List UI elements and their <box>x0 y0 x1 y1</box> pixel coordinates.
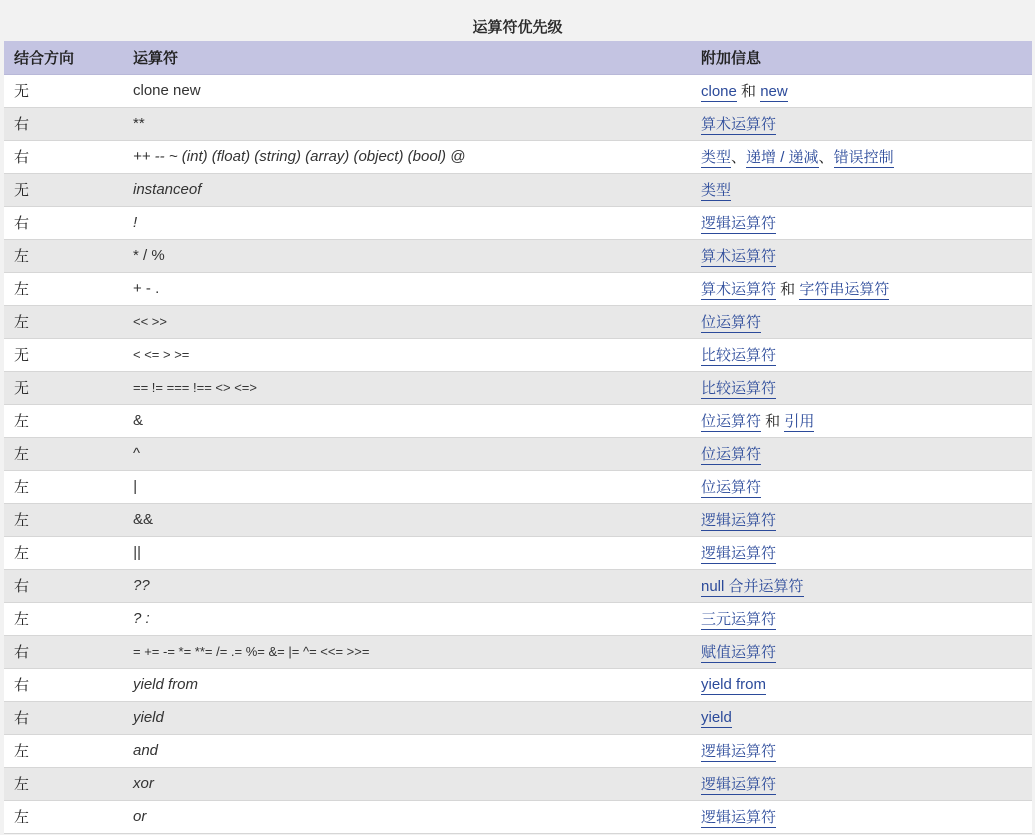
info-link[interactable]: yield <box>701 709 732 726</box>
info-cell <box>691 503 1032 536</box>
info-cell <box>691 800 1032 833</box>
info-link[interactable]: 类型 <box>701 182 732 199</box>
info-link[interactable]: 比较运算符 <box>701 347 777 364</box>
info-cell <box>691 206 1032 239</box>
table-header-row <box>4 41 1032 74</box>
table-row <box>4 635 1032 668</box>
info-cell <box>691 569 1032 602</box>
header-assoc: 结合方向 <box>4 41 123 74</box>
info-cell <box>691 173 1032 206</box>
table-row <box>4 404 1032 437</box>
assoc-cell: 右 <box>14 578 30 595</box>
assoc-cell: 无 <box>14 182 30 199</box>
info-cell <box>691 272 1032 305</box>
table-row <box>4 338 1032 371</box>
operator-cell: || <box>133 544 141 561</box>
info-link[interactable]: 算术运算符 <box>701 281 777 298</box>
operator-cell: clone new <box>133 82 201 99</box>
assoc-cell: 左 <box>14 809 30 826</box>
info-link[interactable]: yield from <box>701 676 767 693</box>
info-cell <box>691 536 1032 569</box>
info-cell <box>691 602 1032 635</box>
assoc-cell: 右 <box>14 215 30 232</box>
info-link[interactable]: null 合并运算符 <box>701 578 804 595</box>
assoc-cell: 左 <box>14 611 30 628</box>
table-caption: 运算符优先级 <box>472 19 563 36</box>
info-cell <box>691 470 1032 503</box>
operator-cell: < <= > >= <box>133 347 190 362</box>
operator-cell: ! <box>133 214 138 231</box>
info-cell <box>691 338 1032 371</box>
info-link[interactable]: 位运算符 <box>701 479 762 496</box>
info-link[interactable]: 字符串运算符 <box>799 281 890 298</box>
info-link[interactable]: clone <box>701 83 737 100</box>
info-cell <box>691 371 1032 404</box>
header-info: 附加信息 <box>691 41 1032 74</box>
operator-cell: = += -= *= **= /= .= %= &= |= ^= <<= >>= <box>133 644 370 659</box>
info-cell <box>691 239 1032 272</box>
table-row <box>4 272 1032 305</box>
table-row <box>4 767 1032 800</box>
operator-cell: yield from <box>133 676 199 693</box>
table-row <box>4 305 1032 338</box>
assoc-cell: 左 <box>14 413 30 430</box>
assoc-cell: 右 <box>14 710 30 727</box>
info-link[interactable]: 逻辑运算符 <box>701 743 777 760</box>
info-link[interactable]: 位运算符 <box>701 446 762 463</box>
info-cell <box>691 437 1032 470</box>
info-cell <box>691 305 1032 338</box>
info-link[interactable]: 算术运算符 <box>701 116 777 133</box>
header-operator: 运算符 <box>123 41 691 74</box>
table-row <box>4 239 1032 272</box>
assoc-cell: 右 <box>14 644 30 661</box>
info-cell <box>691 701 1032 734</box>
operator-precedence-table <box>4 41 1032 834</box>
assoc-cell: 左 <box>14 545 30 562</box>
info-link[interactable]: 逻辑运算符 <box>701 512 777 529</box>
table-row <box>4 800 1032 833</box>
info-cell <box>691 734 1032 767</box>
assoc-cell: 右 <box>14 116 30 133</box>
operator-cell: ++ -- ~ (int) (float) (string) (array) (object) (bool) @ <box>133 148 466 165</box>
operator-cell: << >> <box>133 314 167 329</box>
assoc-cell: 左 <box>14 512 30 529</box>
table-row <box>4 140 1032 173</box>
table-row <box>4 503 1032 536</box>
table-row <box>4 734 1032 767</box>
info-link[interactable]: 逻辑运算符 <box>701 215 777 232</box>
operator-cell: * / % <box>133 247 165 264</box>
info-link[interactable]: 位运算符 <box>701 314 762 331</box>
table-row <box>4 371 1032 404</box>
operator-cell: == != === !== <> <=> <box>133 380 257 395</box>
operator-cell: xor <box>133 775 154 792</box>
info-cell <box>691 107 1032 140</box>
info-separator: 、 <box>818 149 834 166</box>
table-row <box>4 107 1032 140</box>
table-row <box>4 470 1032 503</box>
operator-cell: && <box>133 511 154 528</box>
info-cell <box>691 404 1032 437</box>
table-row <box>4 569 1032 602</box>
operator-cell: ? : <box>133 610 150 627</box>
info-link[interactable]: 逻辑运算符 <box>701 776 777 793</box>
assoc-cell: 左 <box>14 446 30 463</box>
info-cell <box>691 635 1032 668</box>
table-row <box>4 701 1032 734</box>
table-row <box>4 668 1032 701</box>
info-cell <box>691 140 1032 173</box>
assoc-cell: 右 <box>14 677 30 694</box>
info-separator: 和 <box>761 413 785 430</box>
assoc-cell: 左 <box>14 743 30 760</box>
info-link[interactable]: 引用 <box>784 413 815 430</box>
table-row <box>4 602 1032 635</box>
operator-cell: ** <box>133 115 145 132</box>
assoc-cell: 左 <box>14 248 30 265</box>
assoc-cell: 左 <box>14 776 30 793</box>
operator-cell: & <box>133 412 144 429</box>
info-separator: 和 <box>776 281 800 298</box>
operator-cell: and <box>133 742 159 759</box>
operator-cell: instanceof <box>133 181 202 198</box>
assoc-cell: 右 <box>14 149 30 166</box>
info-link[interactable]: 递增 / 递减 <box>746 149 819 166</box>
table-row <box>4 206 1032 239</box>
table-row <box>4 437 1032 470</box>
info-cell <box>691 668 1032 701</box>
operator-cell: + - . <box>133 280 160 297</box>
table-row <box>4 173 1032 206</box>
info-cell <box>691 767 1032 800</box>
info-link[interactable]: 算术运算符 <box>701 248 777 265</box>
table-row <box>4 536 1032 569</box>
info-link[interactable]: 三元运算符 <box>701 611 777 628</box>
info-cell <box>691 74 1032 107</box>
assoc-cell: 无 <box>14 347 30 364</box>
info-separator: 、 <box>731 149 747 166</box>
operator-cell: yield <box>133 709 164 726</box>
info-link[interactable]: 错误控制 <box>833 149 894 166</box>
assoc-cell: 左 <box>14 479 30 496</box>
operator-cell: ?? <box>133 577 150 594</box>
info-link[interactable]: 逻辑运算符 <box>701 809 777 826</box>
operator-cell: ^ <box>133 445 141 462</box>
info-link[interactable]: 位运算符 <box>701 413 762 430</box>
operator-cell: | <box>133 478 137 495</box>
info-separator: 和 <box>736 83 761 100</box>
info-link[interactable]: 类型 <box>701 149 732 166</box>
assoc-cell: 无 <box>14 380 30 397</box>
info-link[interactable]: 逻辑运算符 <box>701 545 777 562</box>
info-link[interactable]: 赋值运算符 <box>701 644 777 661</box>
operator-cell: or <box>133 808 147 825</box>
assoc-cell: 左 <box>14 281 30 298</box>
info-link[interactable]: 比较运算符 <box>701 380 777 397</box>
assoc-cell: 左 <box>14 314 30 331</box>
assoc-cell: 无 <box>14 83 30 100</box>
table-body <box>4 74 1032 833</box>
table-row <box>4 74 1032 107</box>
info-link[interactable]: new <box>760 83 788 100</box>
